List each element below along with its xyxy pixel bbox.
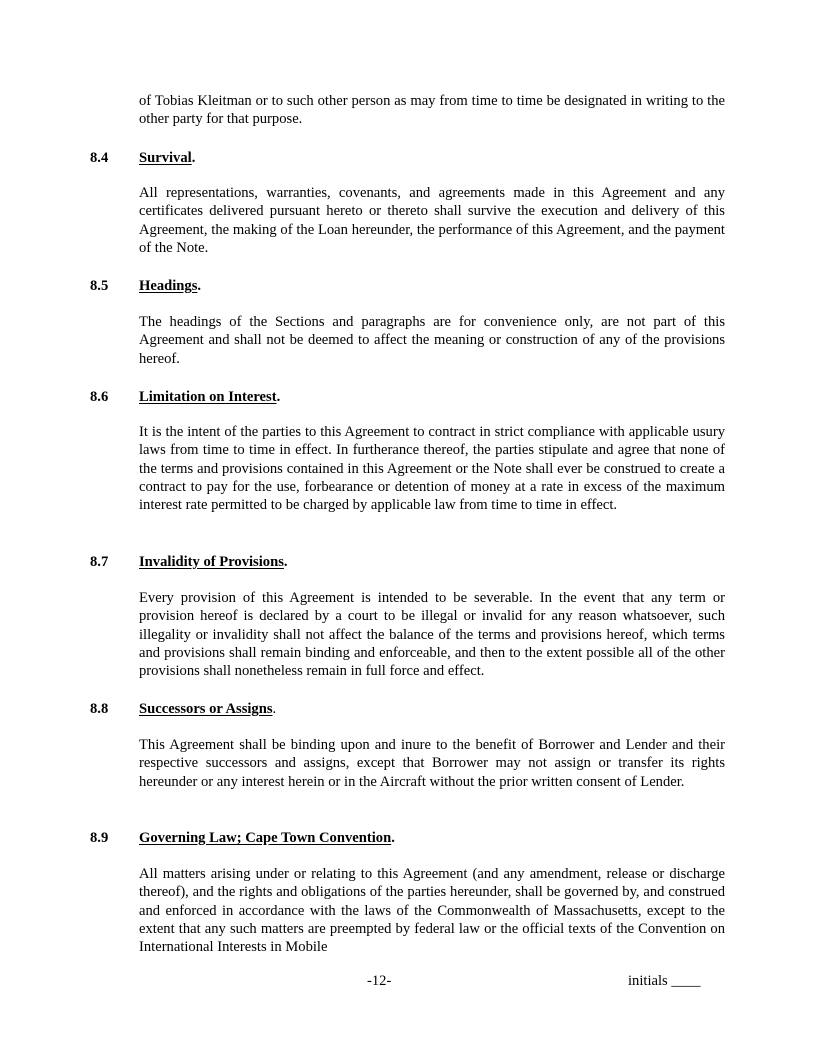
initials-line: initials ____ [628, 973, 701, 989]
section-heading-8-4 [90, 149, 195, 167]
section-title-terminator: . [272, 701, 277, 717]
section-body-8-6: It is the intent of the parties to this Agreement to contract in strict compliance with applicable usury laws from time to time in effect. In furtherance thereof, the parties stipulate and agree that none of the terms and provisions contained in this Agreement or the Note shall ever be construed to create a contract to pay for the use, forbearance or detention of money at a rate in excess of the maximum interest rate permitted to be charged by applicable law from time to time in effect. [139, 424, 725, 514]
section-heading-8-6 [90, 388, 280, 406]
section-body-8-4: All representations, warranties, covenants, and agreements made in this Agreement and any certificates delivered pursuant hereto or thereto shall survive the execution and delivery of this Agreement, the making of the Loan hereunder, the performance of this Agreement, and the payment of the Note. [139, 185, 725, 256]
section-title: Survival [139, 150, 192, 166]
section-number: 8.5 [90, 278, 109, 294]
section-title: Limitation on Interest [139, 389, 277, 405]
section-title: Headings [139, 278, 198, 294]
section-title: Governing Law; Cape Town Convention [139, 830, 392, 846]
section-heading-8-5 [90, 277, 201, 295]
section-title-terminator: . [283, 554, 288, 570]
section-number: 8.9 [90, 830, 109, 846]
section-title-terminator: . [276, 389, 281, 405]
section-title-terminator: . [391, 830, 395, 846]
section-title-terminator: . [191, 150, 196, 166]
section-heading-8-9 [90, 829, 395, 847]
section-body-8-5: The headings of the Sections and paragraphs are for convenience only, are not part of this Agreement and shall not be deemed to affect the meaning or construction of any of the provisions hereof. [139, 314, 725, 367]
section-heading-8-7 [90, 553, 288, 571]
section-title: Invalidity of Provisions [139, 554, 284, 570]
section-heading-8-8 [90, 700, 276, 718]
section-title: Successors or Assigns [139, 701, 273, 717]
section-number: 8.8 [90, 701, 109, 717]
section-number: 8.6 [90, 389, 109, 405]
page-number: -12- [367, 973, 392, 989]
section-number: 8.7 [90, 554, 109, 570]
section-number: 8.4 [90, 150, 109, 166]
section-body-8-8: This Agreement shall be binding upon and inure to the benefit of Borrower and Lender and their respective successors and assigns, except that Borrower may not assign or transfer its rights hereunder or any interest herein or in the Aircraft without the prior written consent of Lender. [139, 737, 725, 790]
section-title-terminator: . [197, 278, 202, 294]
section-body-8-7: Every provision of this Agreement is intended to be severable. In the event that any term or provision hereof is declared by a court to be illegal or invalid for any reason whatsoever, such illegality or invalidity shall not affect the balance of the terms and provisions hereof, which terms and provisions shall remain binding and enforceable, and then to the extent possible all of the other provisions shall nonetheless remain in full force and effect. [139, 590, 725, 680]
section-body-8-9: All matters arising under or relating to this Agreement (and any amendment, release or discharge thereof), and the rights and obligations of the parties hereunder, shall be governed by, and construed and enforced in accordance with the laws of the Commonwealth of Massachusetts, except to the extent that any such matters are preempted by federal law or the official texts of the Convention on International Interests in Mobile [139, 866, 725, 956]
continuation-paragraph: of Tobias Kleitman or to such other person as may from time to time be designated in writing to the other party for that purpose. [139, 93, 725, 128]
